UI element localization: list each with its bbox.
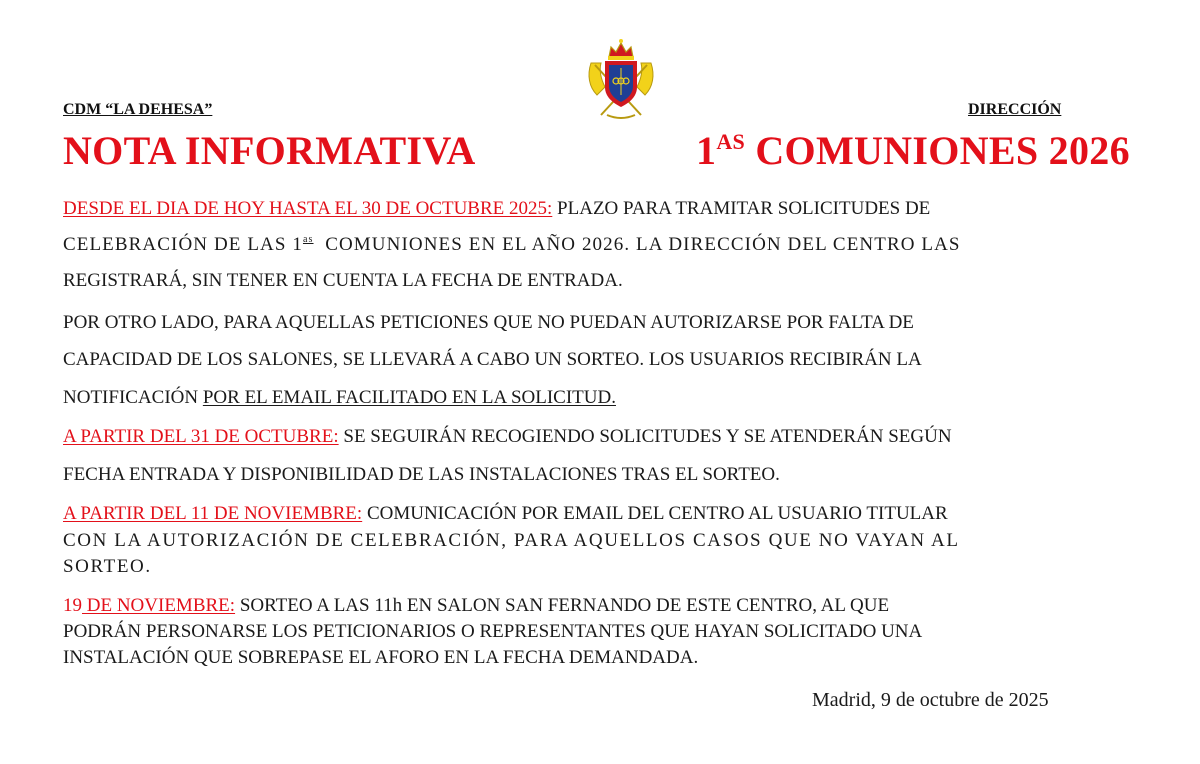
department-label: DIRECCIÓN <box>968 101 1062 118</box>
event-title <box>696 128 1130 173</box>
paragraph-4-line-3: SORTEO. <box>63 556 152 577</box>
paragraph-text: PLAZO PARA TRAMITAR SOLICITUDES DE <box>552 198 931 219</box>
paragraph-2-line-1: POR OTRO LADO, PARA AQUELLAS PETICIONES QUE NO PUEDAN AUTORIZARSE POR FALTA DE <box>63 312 914 333</box>
coat-of-arms-icon <box>585 35 657 123</box>
event-title-number: 1 <box>696 128 717 173</box>
paragraph-2-line-3 <box>63 388 616 407</box>
paragraph-1-line-1 <box>63 199 930 218</box>
paragraph-text: SE SEGUIRÁN RECOGIENDO SOLICITUDES Y SE ATENDERÁN SEGÚN <box>338 426 952 447</box>
event-title-text: COMUNIONES 2026 <box>745 128 1130 173</box>
paragraph-text: CELEBRACIÓN DE LAS 1 <box>63 234 303 255</box>
paragraph-text: COMUNICACIÓN POR EMAIL DEL CENTRO AL USUARIO TITULAR <box>362 503 948 524</box>
paragraph-2-line-2: CAPACIDAD DE LOS SALONES, SE LLEVARÁ A CABO UN SORTEO. LOS USUARIOS RECIBIRÁN LA <box>63 349 922 370</box>
paragraph-text: NOTIFICACIÓN <box>63 387 203 408</box>
paragraph-4-line-1 <box>63 504 948 523</box>
email-notice-underlined: POR EL EMAIL FACILITADO EN LA SOLICITUD. <box>202 387 616 408</box>
page-title: NOTA INFORMATIVA <box>63 128 476 173</box>
paragraph-text: SORTEO A LAS 11h EN SALON SAN FERNANDO DE ESTE CENTRO, AL QUE <box>235 595 890 616</box>
deadline-highlight: DESDE EL DIA DE HOY HASTA EL 30 DE OCTUBRE 2025: <box>63 198 553 219</box>
signature-date: Madrid, 9 de octubre de 2025 <box>812 689 1049 711</box>
organization-label: CDM “LA DEHESA” <box>63 101 213 118</box>
paragraph-1-line-3: REGISTRARÁ, SIN TENER EN CUENTA LA FECHA DE ENTRADA. <box>63 270 623 291</box>
paragraph-3-line-2: FECHA ENTRADA Y DISPONIBILIDAD DE LAS INSTALACIONES TRAS EL SORTEO. <box>63 464 780 485</box>
date-highlight-oct-31: A PARTIR DEL 31 DE OCTUBRE: <box>63 426 339 447</box>
date-highlight-nov-11: A PARTIR DEL 11 DE NOVIEMBRE: <box>63 503 363 524</box>
paragraph-5-line-3: INSTALACIÓN QUE SOBREPASE EL AFORO EN LA FECHA DEMANDADA. <box>63 647 699 668</box>
paragraph-1-line-2 <box>63 235 961 254</box>
event-title-superscript: AS <box>716 129 746 154</box>
paragraph-3-line-1 <box>63 427 952 446</box>
paragraph-text: COMUNIONES EN EL AÑO 2026. LA DIRECCIÓN DEL CENTRO LAS <box>313 234 961 255</box>
superscript: as <box>302 234 314 245</box>
paragraph-4-line-2: CON LA AUTORIZACIÓN DE CELEBRACIÓN, PARA AQUELLOS CASOS QUE NO VAYAN AL <box>63 530 960 551</box>
paragraph-5-line-2: PODRÁN PERSONARSE LOS PETICIONARIOS O REPRESENTANTES QUE HAYAN SOLICITADO UNA <box>63 621 923 642</box>
paragraph-5-line-1 <box>63 596 889 615</box>
date-highlight-day: 19 <box>63 595 82 616</box>
date-highlight-nov-19: DE NOVIEMBRE: <box>82 595 236 616</box>
